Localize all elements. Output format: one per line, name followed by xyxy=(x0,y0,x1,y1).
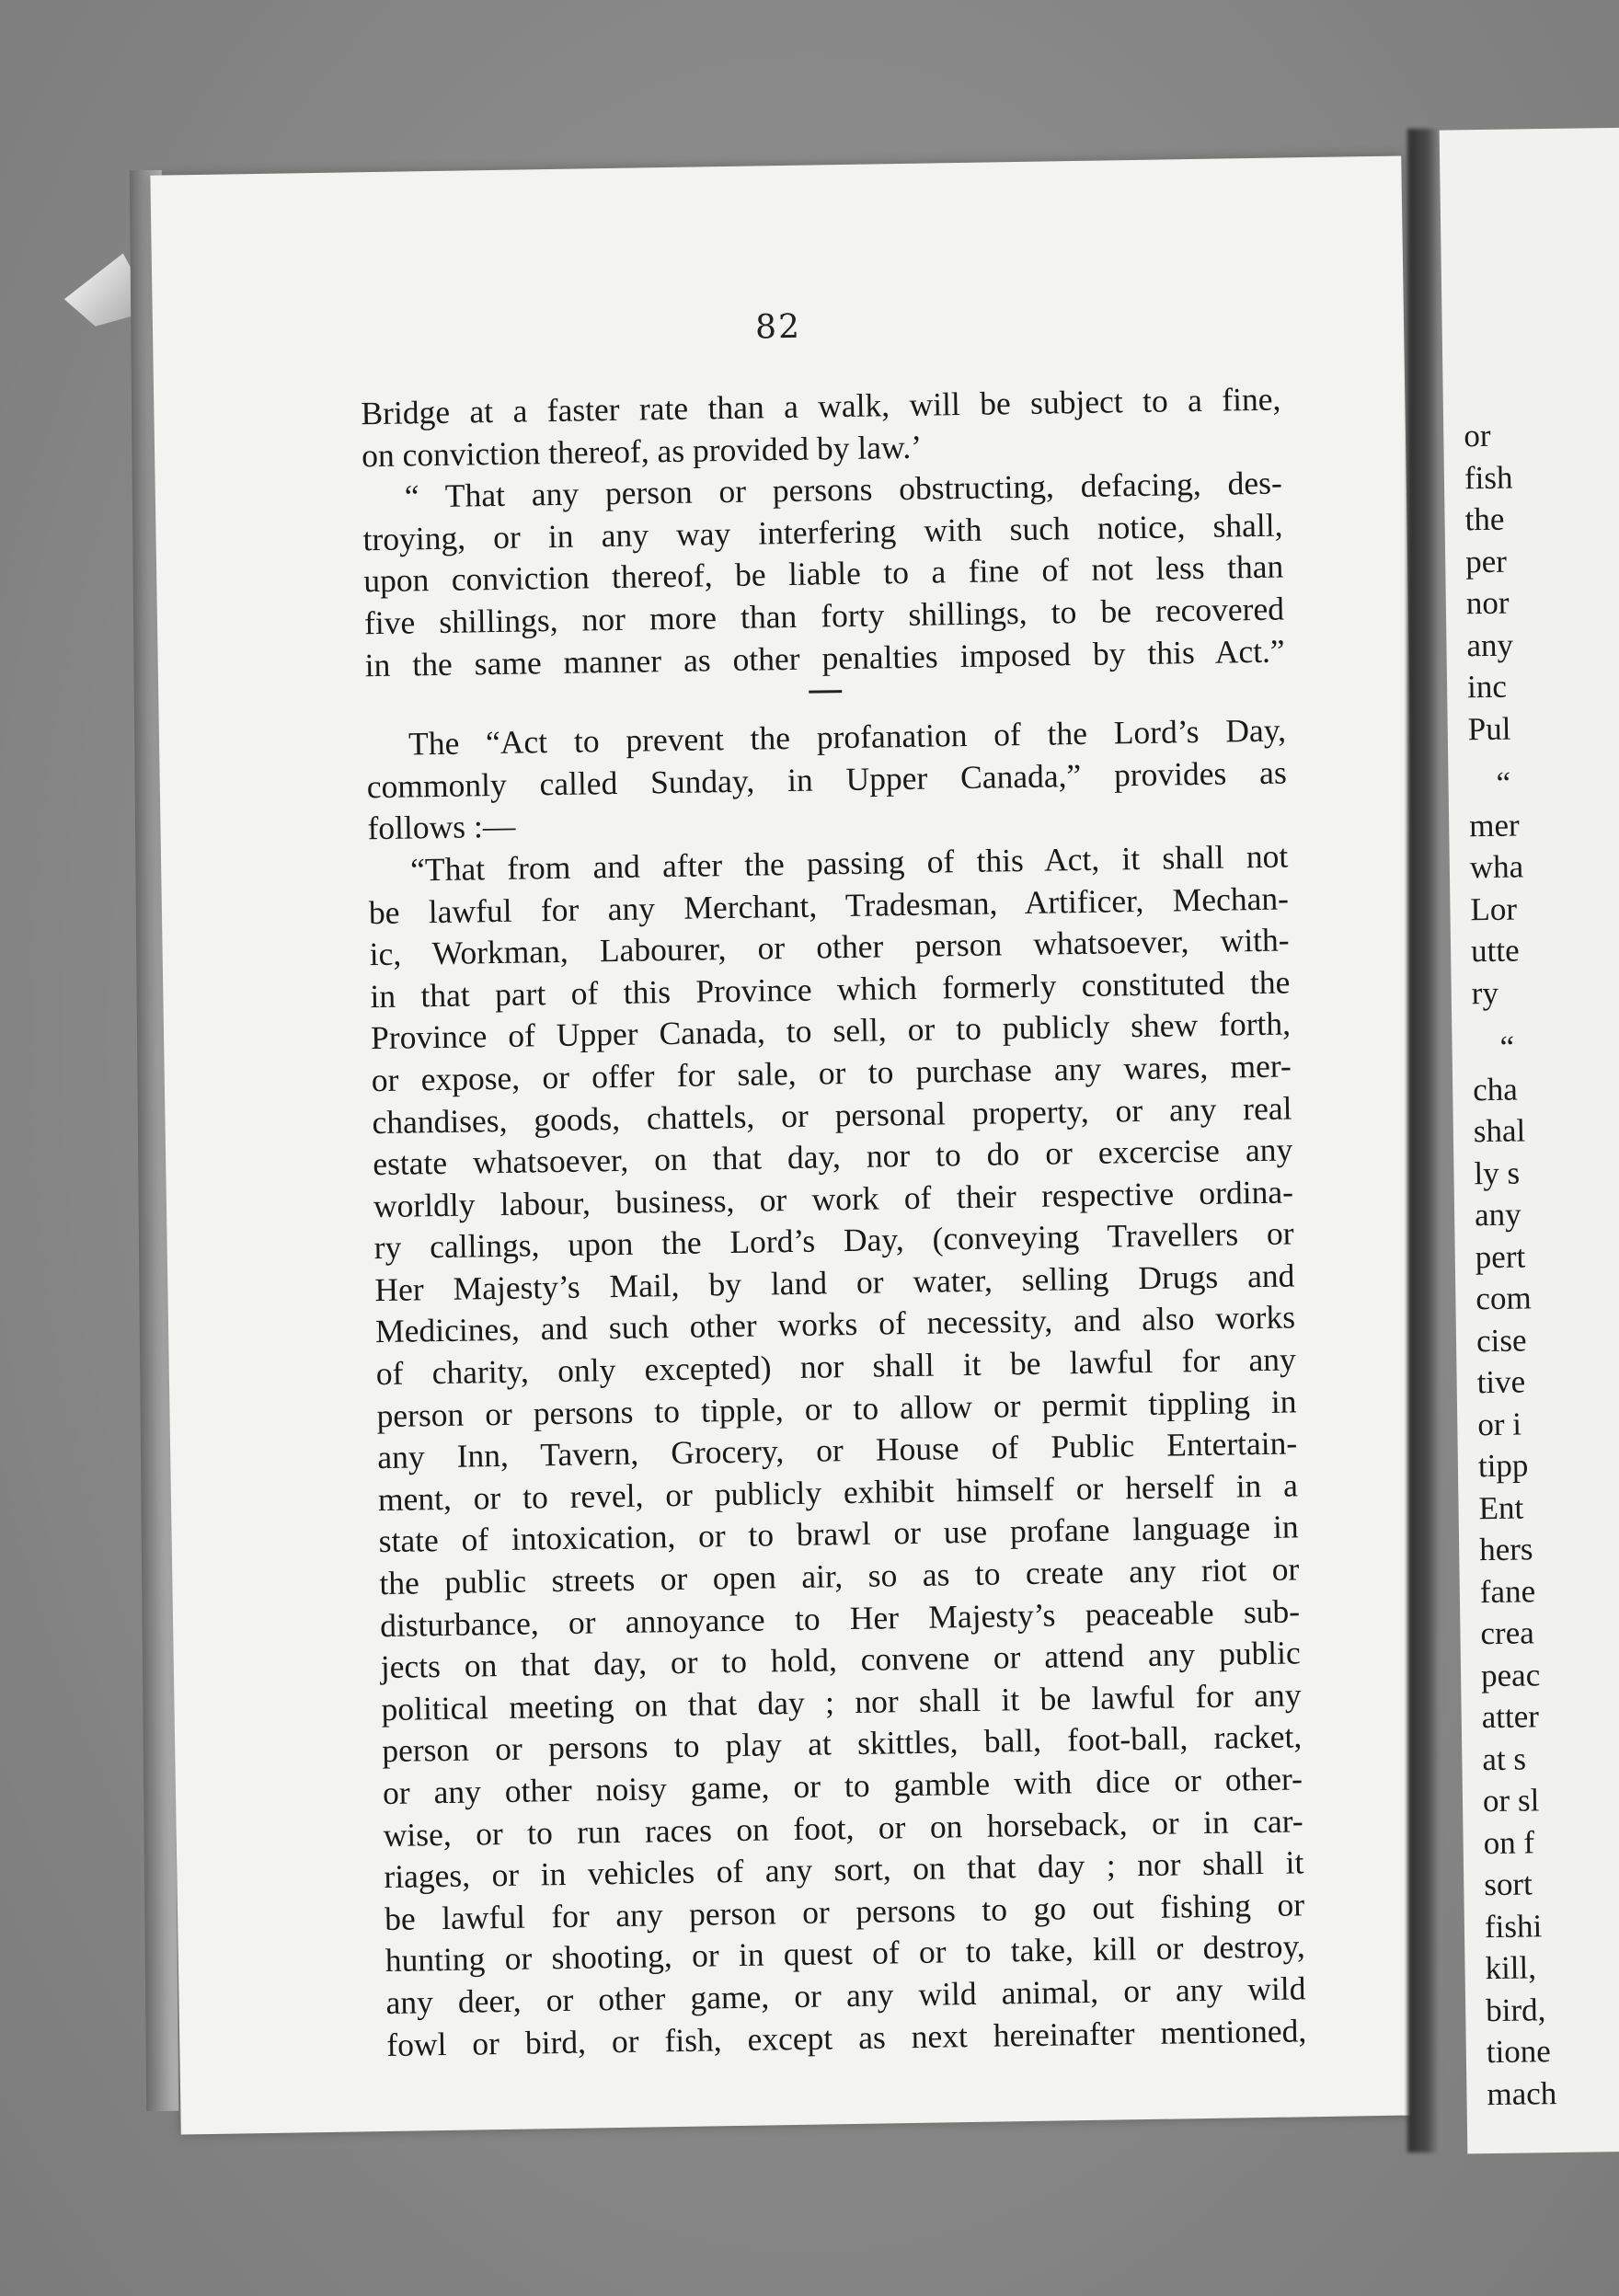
text-fragment: “ xyxy=(1496,764,1511,801)
text-line: any Inn, Tavern, Grocery, or House of Public Entertain- xyxy=(376,1424,1298,1476)
text-line: in that part of this Province which formerly constituted the xyxy=(370,963,1291,1015)
text-line: Her Majesty’s Mail, by land or water, selling Drugs and xyxy=(374,1257,1295,1309)
text-fragment: “ xyxy=(1499,1028,1515,1065)
text-line: the public streets or open air, so as to create any riot or xyxy=(379,1550,1300,1602)
text-line: in the same manner as other penalties imposed by this Act.” xyxy=(364,632,1285,683)
text-fragment: peac xyxy=(1480,1656,1541,1693)
left-page xyxy=(150,155,1431,2134)
text-fragment: fishi xyxy=(1484,1907,1543,1945)
text-line: or expose, or offer for sale, or to purchase any wares, mer- xyxy=(371,1047,1292,1099)
right-page-text xyxy=(1464,414,1557,2115)
text-fragment: inc xyxy=(1466,668,1508,706)
text-line: political meeting on that day ; nor shall it be lawful for any xyxy=(381,1676,1302,1728)
text-fragment: utte xyxy=(1470,932,1520,970)
text-fragment: or i xyxy=(1477,1406,1522,1442)
text-line: five shillings, nor more than forty shillings, to be recovered xyxy=(363,590,1285,642)
text-line: chandises, goods, chattels, or personal property, or any real xyxy=(372,1088,1292,1141)
text-line: wise, or to run races on foot, or on horseback, or in car- xyxy=(383,1801,1303,1854)
text-fragment: crea xyxy=(1480,1614,1535,1652)
gutter-shadow xyxy=(1407,129,1441,2152)
text-fragment: sort xyxy=(1484,1866,1533,1903)
text-fragment: mer xyxy=(1468,807,1520,844)
text-fragment: on f xyxy=(1483,1823,1535,1861)
text-line: “That from and after the passing of this Act, it shall not xyxy=(409,837,1289,889)
text-fragment: Pul xyxy=(1467,710,1511,747)
text-fragment: Ent xyxy=(1478,1489,1524,1526)
text-fragment: or sl xyxy=(1482,1782,1540,1820)
text-line: Bridge at a faster rate than a walk, will be subject to a fine, xyxy=(361,380,1281,432)
text-fragment: any xyxy=(1474,1196,1521,1234)
text-line: ment, or to revel, or publicly exhibit himself or herself in a xyxy=(377,1466,1299,1518)
text-fragment: mach xyxy=(1487,2074,1557,2112)
text-fragment: any xyxy=(1466,626,1514,663)
text-line: ic, Workman, Labourer, or other person whatsoever, with- xyxy=(369,921,1290,973)
text-fragment: the xyxy=(1464,500,1505,538)
text-fragment: tive xyxy=(1476,1363,1526,1401)
text-fragment: wha xyxy=(1469,848,1524,886)
text-line: riages, or in vehicles of any sort, on that day ; nor shall it xyxy=(384,1843,1304,1896)
right-page xyxy=(1440,128,1619,2154)
text-fragment: com xyxy=(1475,1280,1532,1317)
text-line: on conviction thereof, as provided by law.’ xyxy=(361,428,923,474)
page-number: 82 xyxy=(754,307,802,347)
text-fragment: ry xyxy=(1471,974,1499,1011)
text-line: estate whatsoever, on that day, nor to do or excercise any xyxy=(372,1131,1293,1183)
text-line: Province of Upper Canada, to sell, or to publicly shew forth, xyxy=(370,1004,1292,1057)
text-fragment: tione xyxy=(1486,2033,1552,2071)
text-fragment: kill, xyxy=(1485,1949,1537,1987)
text-fragment: fane xyxy=(1479,1572,1536,1610)
text-line: jects on that day, or to hold, convene or attend any public xyxy=(380,1634,1302,1686)
text-fragment: Lor xyxy=(1470,890,1518,927)
text-line: or any other noisy game, or to gamble with dice or other- xyxy=(382,1760,1303,1812)
text-line: person or persons to tipple, or to allow or permit tippling in xyxy=(376,1383,1297,1434)
page-text xyxy=(361,379,1306,2067)
text-fragment: ly s xyxy=(1474,1154,1521,1191)
text-line: fowl or bird, or fish, except as next hereinafter mentioned, xyxy=(385,2011,1307,2063)
text-fragment: per xyxy=(1464,543,1508,580)
text-fragment: nor xyxy=(1465,584,1510,622)
text-fragment: fish xyxy=(1464,459,1513,496)
text-line: state of intoxication, or to brawl or use profane language in xyxy=(378,1508,1299,1560)
text-line: troying, or in any way interfering with such notice, shall, xyxy=(362,506,1283,558)
text-fragment: atter xyxy=(1481,1698,1540,1736)
text-line: any deer, or other game, or any wild animal, or any wild xyxy=(385,1969,1306,2021)
text-line: worldly labour, business, or work of their respective ordina- xyxy=(373,1173,1294,1224)
section-divider xyxy=(809,690,842,694)
text-fragment: bird, xyxy=(1485,1991,1546,2028)
text-fragment: tipp xyxy=(1477,1447,1529,1485)
text-line: upon conviction thereof, be liable to a fine of not less than xyxy=(362,547,1284,600)
text-line: be lawful for any Merchant, Tradesman, Artificer, Mechan- xyxy=(368,879,1290,931)
text-line: commonly called Sunday, in Upper Canada,” provides as xyxy=(366,753,1288,805)
text-fragment: hers xyxy=(1478,1531,1533,1568)
text-line: hunting or shooting, or in quest of or to take, kill or destroy, xyxy=(385,1927,1306,1980)
text-fragment: pert xyxy=(1475,1237,1526,1275)
text-line: The “Act to prevent the profanation of the Lord’s Day, xyxy=(408,711,1287,763)
text-fragment: or xyxy=(1464,417,1491,454)
text-fragment: shal xyxy=(1473,1112,1526,1150)
text-line: of charity, only excepted) nor shall it be lawful for any xyxy=(375,1340,1297,1393)
text-line: Medicines, and such other works of necessity, and also works xyxy=(374,1298,1296,1350)
text-fragment: cha xyxy=(1472,1071,1519,1108)
text-line: person or persons to play at skittles, ball, foot-ball, racket, xyxy=(381,1717,1303,1770)
text-line: be lawful for any person or persons to go out fishing or xyxy=(384,1886,1305,1937)
text-line: ry callings, upon the Lord’s Day, (conveying Travellers or xyxy=(373,1214,1294,1267)
text-fragment: cise xyxy=(1475,1321,1527,1359)
text-fragment: at s xyxy=(1482,1740,1527,1777)
text-line: follows :— xyxy=(367,808,516,847)
text-line: disturbance, or annoyance to Her Majesty’s peaceable sub- xyxy=(379,1592,1301,1644)
text-line: “ That any person or persons obstructing, defacing, des- xyxy=(404,464,1283,515)
